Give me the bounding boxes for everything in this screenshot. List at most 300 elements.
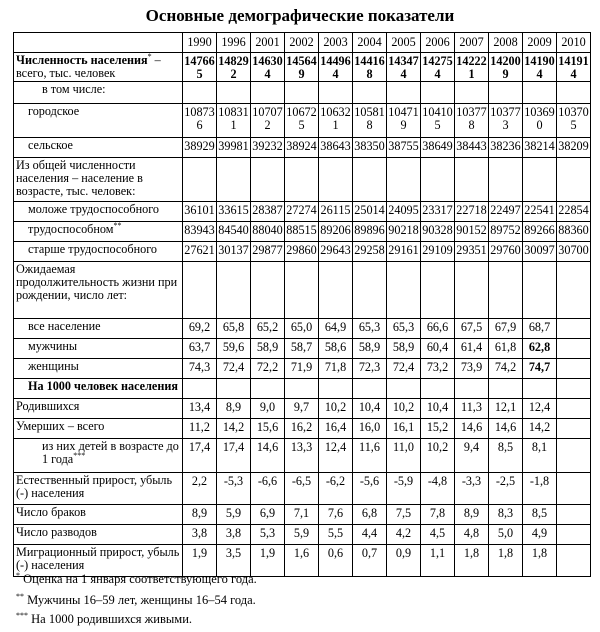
row-label: Число браков [14, 505, 183, 525]
value-cell [557, 158, 591, 202]
value-cell: -6,6 [251, 473, 285, 505]
value-cell: 65,2 [251, 319, 285, 339]
value-cell: 74,3 [183, 359, 217, 379]
value-cell: 38214 [523, 138, 557, 158]
value-cell: 88360 [557, 222, 591, 242]
value-cell: 14191 4 [558, 54, 589, 81]
value-cell [251, 82, 285, 104]
value-cell: 90218 [387, 222, 421, 242]
value-cell: 16,2 [285, 419, 319, 439]
value-cell: 89266 [523, 222, 557, 242]
value-cell: 38209 [557, 138, 591, 158]
value-cell: 38350 [353, 138, 387, 158]
table-row [14, 53, 591, 82]
value-cell: 10370 5 [557, 104, 591, 138]
value-cell: 14222 1 [456, 54, 487, 81]
value-cell [421, 158, 455, 202]
value-cell [353, 82, 387, 104]
year-header-2004: 2004 [353, 33, 387, 53]
value-cell: 15,6 [251, 419, 285, 439]
value-cell: 71,9 [285, 359, 319, 379]
value-cell [285, 82, 319, 104]
value-cell: 1,6 [285, 545, 319, 577]
value-cell [387, 158, 421, 202]
value-cell: 38924 [285, 138, 319, 158]
value-cell [217, 379, 251, 399]
value-cell: 8,5 [523, 505, 557, 525]
value-cell: 22497 [489, 202, 523, 222]
value-cell [557, 525, 591, 545]
value-cell: 59,6 [217, 339, 251, 359]
value-cell [421, 82, 455, 104]
value-cell: 14630 4 [252, 54, 283, 81]
value-cell: 14,2 [217, 419, 251, 439]
row-label: женщины [14, 359, 183, 379]
value-cell: 9,4 [455, 439, 489, 473]
value-cell [523, 158, 557, 202]
demographics-table [13, 32, 591, 577]
value-cell: -5,6 [353, 473, 387, 505]
value-cell [353, 379, 387, 399]
value-cell: 10377 3 [489, 104, 523, 138]
value-cell: 12,4 [319, 439, 353, 473]
value-cell: 12,4 [523, 399, 557, 419]
value-cell: 14829 2 [218, 54, 249, 81]
value-cell: 5,3 [251, 525, 285, 545]
row-label: Число разводов [14, 525, 183, 545]
value-cell: 14416 8 [354, 54, 385, 81]
table-row [14, 505, 591, 525]
value-cell: 62,8 [523, 339, 557, 359]
value-cell: 16,4 [319, 419, 353, 439]
year-header-2008: 2008 [489, 33, 523, 53]
value-cell: 58,9 [353, 339, 387, 359]
value-cell [455, 379, 489, 399]
row-label: городское [14, 104, 183, 138]
value-cell: 38755 [387, 138, 421, 158]
value-cell: 63,7 [183, 339, 217, 359]
value-cell: 2,2 [183, 473, 217, 505]
row-label: Ожидаемая продолжительность жизни при рождении, число лет: [14, 262, 183, 319]
value-cell: 6,9 [251, 505, 285, 525]
row-label: Родившихся [14, 399, 183, 419]
value-cell [523, 379, 557, 399]
table-row [14, 138, 591, 158]
table-row [14, 419, 591, 439]
value-cell: 0,6 [319, 545, 353, 577]
value-cell: 12,1 [489, 399, 523, 419]
table-row [14, 158, 591, 202]
value-cell: 38649 [421, 138, 455, 158]
table-row [14, 339, 591, 359]
value-cell: 10,2 [421, 439, 455, 473]
value-cell: 65,3 [387, 319, 421, 339]
value-cell: 67,9 [489, 319, 523, 339]
value-cell: 29161 [387, 242, 421, 262]
value-cell: 8,9 [217, 399, 251, 419]
value-cell: 17,4 [183, 439, 217, 473]
value-cell: 9,0 [251, 399, 285, 419]
value-cell: 4,9 [523, 525, 557, 545]
page-title: Основные демографические показатели [145, 6, 455, 25]
value-cell: 38929 [183, 138, 217, 158]
value-cell: 16,1 [387, 419, 421, 439]
value-cell [557, 439, 591, 473]
value-cell [217, 158, 251, 202]
value-cell: 10873 6 [183, 104, 217, 138]
value-cell: 73,9 [455, 359, 489, 379]
value-cell: 84540 [217, 222, 251, 242]
year-header-2007: 2007 [455, 33, 489, 53]
value-cell: 1,8 [489, 545, 523, 577]
value-cell: 10672 5 [285, 104, 319, 138]
value-cell: 61,4 [455, 339, 489, 359]
value-cell: 36101 [183, 202, 217, 222]
value-cell: 1,8 [523, 545, 557, 577]
year-header-2009: 2009 [523, 33, 557, 53]
value-cell: 23317 [421, 202, 455, 222]
value-cell: 14,6 [489, 419, 523, 439]
value-cell: 10,4 [421, 399, 455, 419]
value-cell [557, 399, 591, 419]
value-cell [319, 262, 353, 319]
year-header-2006: 2006 [421, 33, 455, 53]
value-cell [557, 339, 591, 359]
row-label: Численность населения* – всего, тыс. человек [14, 53, 183, 82]
value-cell: 11,2 [183, 419, 217, 439]
table-row [14, 379, 591, 399]
value-cell: 38236 [489, 138, 523, 158]
value-cell: -2,5 [489, 473, 523, 505]
value-cell: 58,6 [319, 339, 353, 359]
value-cell: 22854 [557, 202, 591, 222]
value-cell: 11,0 [387, 439, 421, 473]
value-cell: 14190 4 [524, 54, 555, 81]
value-cell: 69,2 [183, 319, 217, 339]
value-cell [183, 379, 217, 399]
value-cell [489, 82, 523, 104]
value-cell: 72,3 [353, 359, 387, 379]
value-cell: 1,8 [455, 545, 489, 577]
value-cell: 90328 [421, 222, 455, 242]
value-cell: 4,2 [387, 525, 421, 545]
value-cell [421, 379, 455, 399]
year-header-row [14, 33, 591, 53]
row-label: трудоспособном** [14, 222, 183, 242]
value-cell: 14766 5 [184, 54, 215, 81]
value-cell [489, 158, 523, 202]
value-cell: 7,8 [421, 505, 455, 525]
value-cell [455, 158, 489, 202]
footnote: *** На 1000 родившихся живыми. [16, 610, 193, 626]
value-cell [489, 379, 523, 399]
value-cell: 8,5 [489, 439, 523, 473]
value-cell: 72,4 [387, 359, 421, 379]
value-cell: 1,1 [421, 545, 455, 577]
year-header-1996: 1996 [217, 33, 251, 53]
value-cell [557, 82, 591, 104]
year-header-2010: 2010 [557, 33, 591, 53]
value-cell: 27274 [285, 202, 319, 222]
value-cell [353, 262, 387, 319]
value-cell [557, 419, 591, 439]
value-cell [455, 262, 489, 319]
header-corner-cell [14, 33, 183, 53]
value-cell [285, 158, 319, 202]
value-cell [557, 262, 591, 319]
footnote: * Оценка на 1 января соответствующего года. [16, 570, 257, 586]
value-cell: 61,8 [489, 339, 523, 359]
row-label: мужчины [14, 339, 183, 359]
value-cell [183, 82, 217, 104]
value-cell [285, 262, 319, 319]
value-cell: 4,5 [421, 525, 455, 545]
value-cell: 64,9 [319, 319, 353, 339]
value-cell [387, 379, 421, 399]
value-cell: 14,6 [455, 419, 489, 439]
value-cell: 3,5 [217, 545, 251, 577]
row-label: Из общей численности населения – население в возрасте, тыс. человек: [14, 158, 183, 202]
value-cell: 30097 [523, 242, 557, 262]
value-cell: 26115 [319, 202, 353, 222]
value-cell: 88515 [285, 222, 319, 242]
value-cell: 11,3 [455, 399, 489, 419]
value-cell: 13,4 [183, 399, 217, 419]
value-cell [557, 379, 591, 399]
value-cell: 10,2 [387, 399, 421, 419]
value-cell: 13,3 [285, 439, 319, 473]
value-cell: 89896 [353, 222, 387, 242]
footnote-mark: * [147, 51, 152, 61]
value-cell: -6,5 [285, 473, 319, 505]
value-cell: 30137 [217, 242, 251, 262]
value-cell [421, 262, 455, 319]
year-header-1990: 1990 [183, 33, 217, 53]
year-header-2003: 2003 [319, 33, 353, 53]
table-row [14, 222, 591, 242]
value-cell: 7,6 [319, 505, 353, 525]
value-cell: 10471 9 [387, 104, 421, 138]
value-cell: -4,8 [421, 473, 455, 505]
row-label: моложе трудоспособного [14, 202, 183, 222]
value-cell [251, 379, 285, 399]
row-label: в том числе: [14, 82, 183, 104]
table-row [14, 242, 591, 262]
value-cell [557, 319, 591, 339]
value-cell: 74,7 [523, 359, 557, 379]
value-cell: 28387 [251, 202, 285, 222]
value-cell: 29643 [319, 242, 353, 262]
value-cell: 3,8 [183, 525, 217, 545]
value-cell [523, 262, 557, 319]
table-row [14, 439, 591, 473]
value-cell: 10632 1 [319, 104, 353, 138]
value-cell: 10,4 [353, 399, 387, 419]
footnote: ** Мужчины 16–59 лет, женщины 16–54 года. [16, 591, 256, 607]
row-label: все население [14, 319, 183, 339]
value-cell: 10369 0 [523, 104, 557, 138]
value-cell: 65,0 [285, 319, 319, 339]
value-cell: 10410 5 [421, 104, 455, 138]
year-header-2002: 2002 [285, 33, 319, 53]
value-cell: 6,8 [353, 505, 387, 525]
row-label: старше трудоспособного [14, 242, 183, 262]
value-cell: 14347 4 [388, 54, 419, 81]
row-label: из них детей в возрасте до 1 года*** [14, 439, 183, 473]
value-cell: 25014 [353, 202, 387, 222]
table-row [14, 319, 591, 339]
value-cell: 7,5 [387, 505, 421, 525]
value-cell [217, 82, 251, 104]
value-cell: 8,1 [523, 439, 557, 473]
value-cell: 66,6 [421, 319, 455, 339]
table-row [14, 262, 591, 319]
value-cell: 89752 [489, 222, 523, 242]
value-cell [251, 158, 285, 202]
value-cell: 29351 [455, 242, 489, 262]
row-label: сельское [14, 138, 183, 158]
table-row [14, 104, 591, 138]
value-cell: 14564 9 [286, 54, 317, 81]
value-cell: 30700 [557, 242, 591, 262]
table-row [14, 473, 591, 505]
value-cell: 22541 [523, 202, 557, 222]
value-cell [183, 158, 217, 202]
value-cell: 8,9 [455, 505, 489, 525]
value-cell: 83943 [183, 222, 217, 242]
value-cell: 5,0 [489, 525, 523, 545]
value-cell: 65,3 [353, 319, 387, 339]
value-cell [523, 82, 557, 104]
value-cell [285, 379, 319, 399]
value-cell [557, 545, 591, 577]
row-label: На 1000 человек населения [14, 379, 183, 399]
table-row [14, 359, 591, 379]
value-cell [387, 82, 421, 104]
footnote-mark: *** [73, 450, 86, 460]
value-cell: 71,8 [319, 359, 353, 379]
value-cell: 3,8 [217, 525, 251, 545]
value-cell: 39232 [251, 138, 285, 158]
year-header-2005: 2005 [387, 33, 421, 53]
value-cell: 10,2 [319, 399, 353, 419]
value-cell: 5,9 [285, 525, 319, 545]
table-row [14, 399, 591, 419]
row-label: Естественный прирост, убыль (-) населения [14, 473, 183, 505]
value-cell: 24095 [387, 202, 421, 222]
value-cell: 67,5 [455, 319, 489, 339]
value-cell: 33615 [217, 202, 251, 222]
value-cell [455, 82, 489, 104]
value-cell [557, 359, 591, 379]
value-cell: 1,9 [251, 545, 285, 577]
value-cell: 38443 [455, 138, 489, 158]
value-cell [319, 379, 353, 399]
value-cell: 8,9 [183, 505, 217, 525]
value-cell [217, 262, 251, 319]
value-cell: 74,2 [489, 359, 523, 379]
value-cell: 38643 [319, 138, 353, 158]
value-cell: 10377 8 [455, 104, 489, 138]
value-cell: 29760 [489, 242, 523, 262]
value-cell: 1,9 [183, 545, 217, 577]
value-cell: 58,9 [387, 339, 421, 359]
value-cell: 17,4 [217, 439, 251, 473]
value-cell: 29258 [353, 242, 387, 262]
value-cell [251, 262, 285, 319]
value-cell: -6,2 [319, 473, 353, 505]
value-cell: 4,4 [353, 525, 387, 545]
value-cell: 5,9 [217, 505, 251, 525]
value-cell: 8,3 [489, 505, 523, 525]
value-cell: 14,6 [251, 439, 285, 473]
value-cell: -5,9 [387, 473, 421, 505]
value-cell [557, 505, 591, 525]
value-cell: 90152 [455, 222, 489, 242]
table-row [14, 525, 591, 545]
year-header-2001: 2001 [251, 33, 285, 53]
value-cell: 0,9 [387, 545, 421, 577]
value-cell: 14275 4 [422, 54, 453, 81]
value-cell: 11,6 [353, 439, 387, 473]
value-cell [557, 473, 591, 505]
value-cell: 58,9 [251, 339, 285, 359]
value-cell: 39981 [217, 138, 251, 158]
value-cell: 29109 [421, 242, 455, 262]
value-cell: 10707 2 [251, 104, 285, 138]
value-cell: 22718 [455, 202, 489, 222]
value-cell: 16,0 [353, 419, 387, 439]
value-cell: 10831 1 [217, 104, 251, 138]
value-cell: 29877 [251, 242, 285, 262]
footnote-mark: ** [113, 220, 122, 230]
value-cell: 9,7 [285, 399, 319, 419]
value-cell: 4,8 [455, 525, 489, 545]
value-cell: 72,2 [251, 359, 285, 379]
value-cell: 68,7 [523, 319, 557, 339]
value-cell: 58,7 [285, 339, 319, 359]
value-cell [489, 262, 523, 319]
row-label: Миграционный прирост, убыль (-) населения [14, 545, 183, 577]
value-cell: 72,4 [217, 359, 251, 379]
value-cell [319, 82, 353, 104]
value-cell: 14,2 [523, 419, 557, 439]
value-cell: 15,2 [421, 419, 455, 439]
table-row [14, 82, 591, 104]
value-cell: 27621 [183, 242, 217, 262]
value-cell [353, 158, 387, 202]
value-cell: 73,2 [421, 359, 455, 379]
value-cell: 5,5 [319, 525, 353, 545]
value-cell: 29860 [285, 242, 319, 262]
value-cell: 7,1 [285, 505, 319, 525]
value-cell: 89206 [319, 222, 353, 242]
value-cell: 14200 9 [490, 54, 521, 81]
value-cell: 88040 [251, 222, 285, 242]
value-cell [319, 158, 353, 202]
value-cell: 14496 4 [320, 54, 351, 81]
value-cell: -5,3 [217, 473, 251, 505]
value-cell: 60,4 [421, 339, 455, 359]
table-row [14, 202, 591, 222]
value-cell: 0,7 [353, 545, 387, 577]
row-label: Умерших – всего [14, 419, 183, 439]
value-cell: 65,8 [217, 319, 251, 339]
value-cell [183, 262, 217, 319]
value-cell: 10581 8 [353, 104, 387, 138]
value-cell: -3,3 [455, 473, 489, 505]
value-cell: -1,8 [523, 473, 557, 505]
